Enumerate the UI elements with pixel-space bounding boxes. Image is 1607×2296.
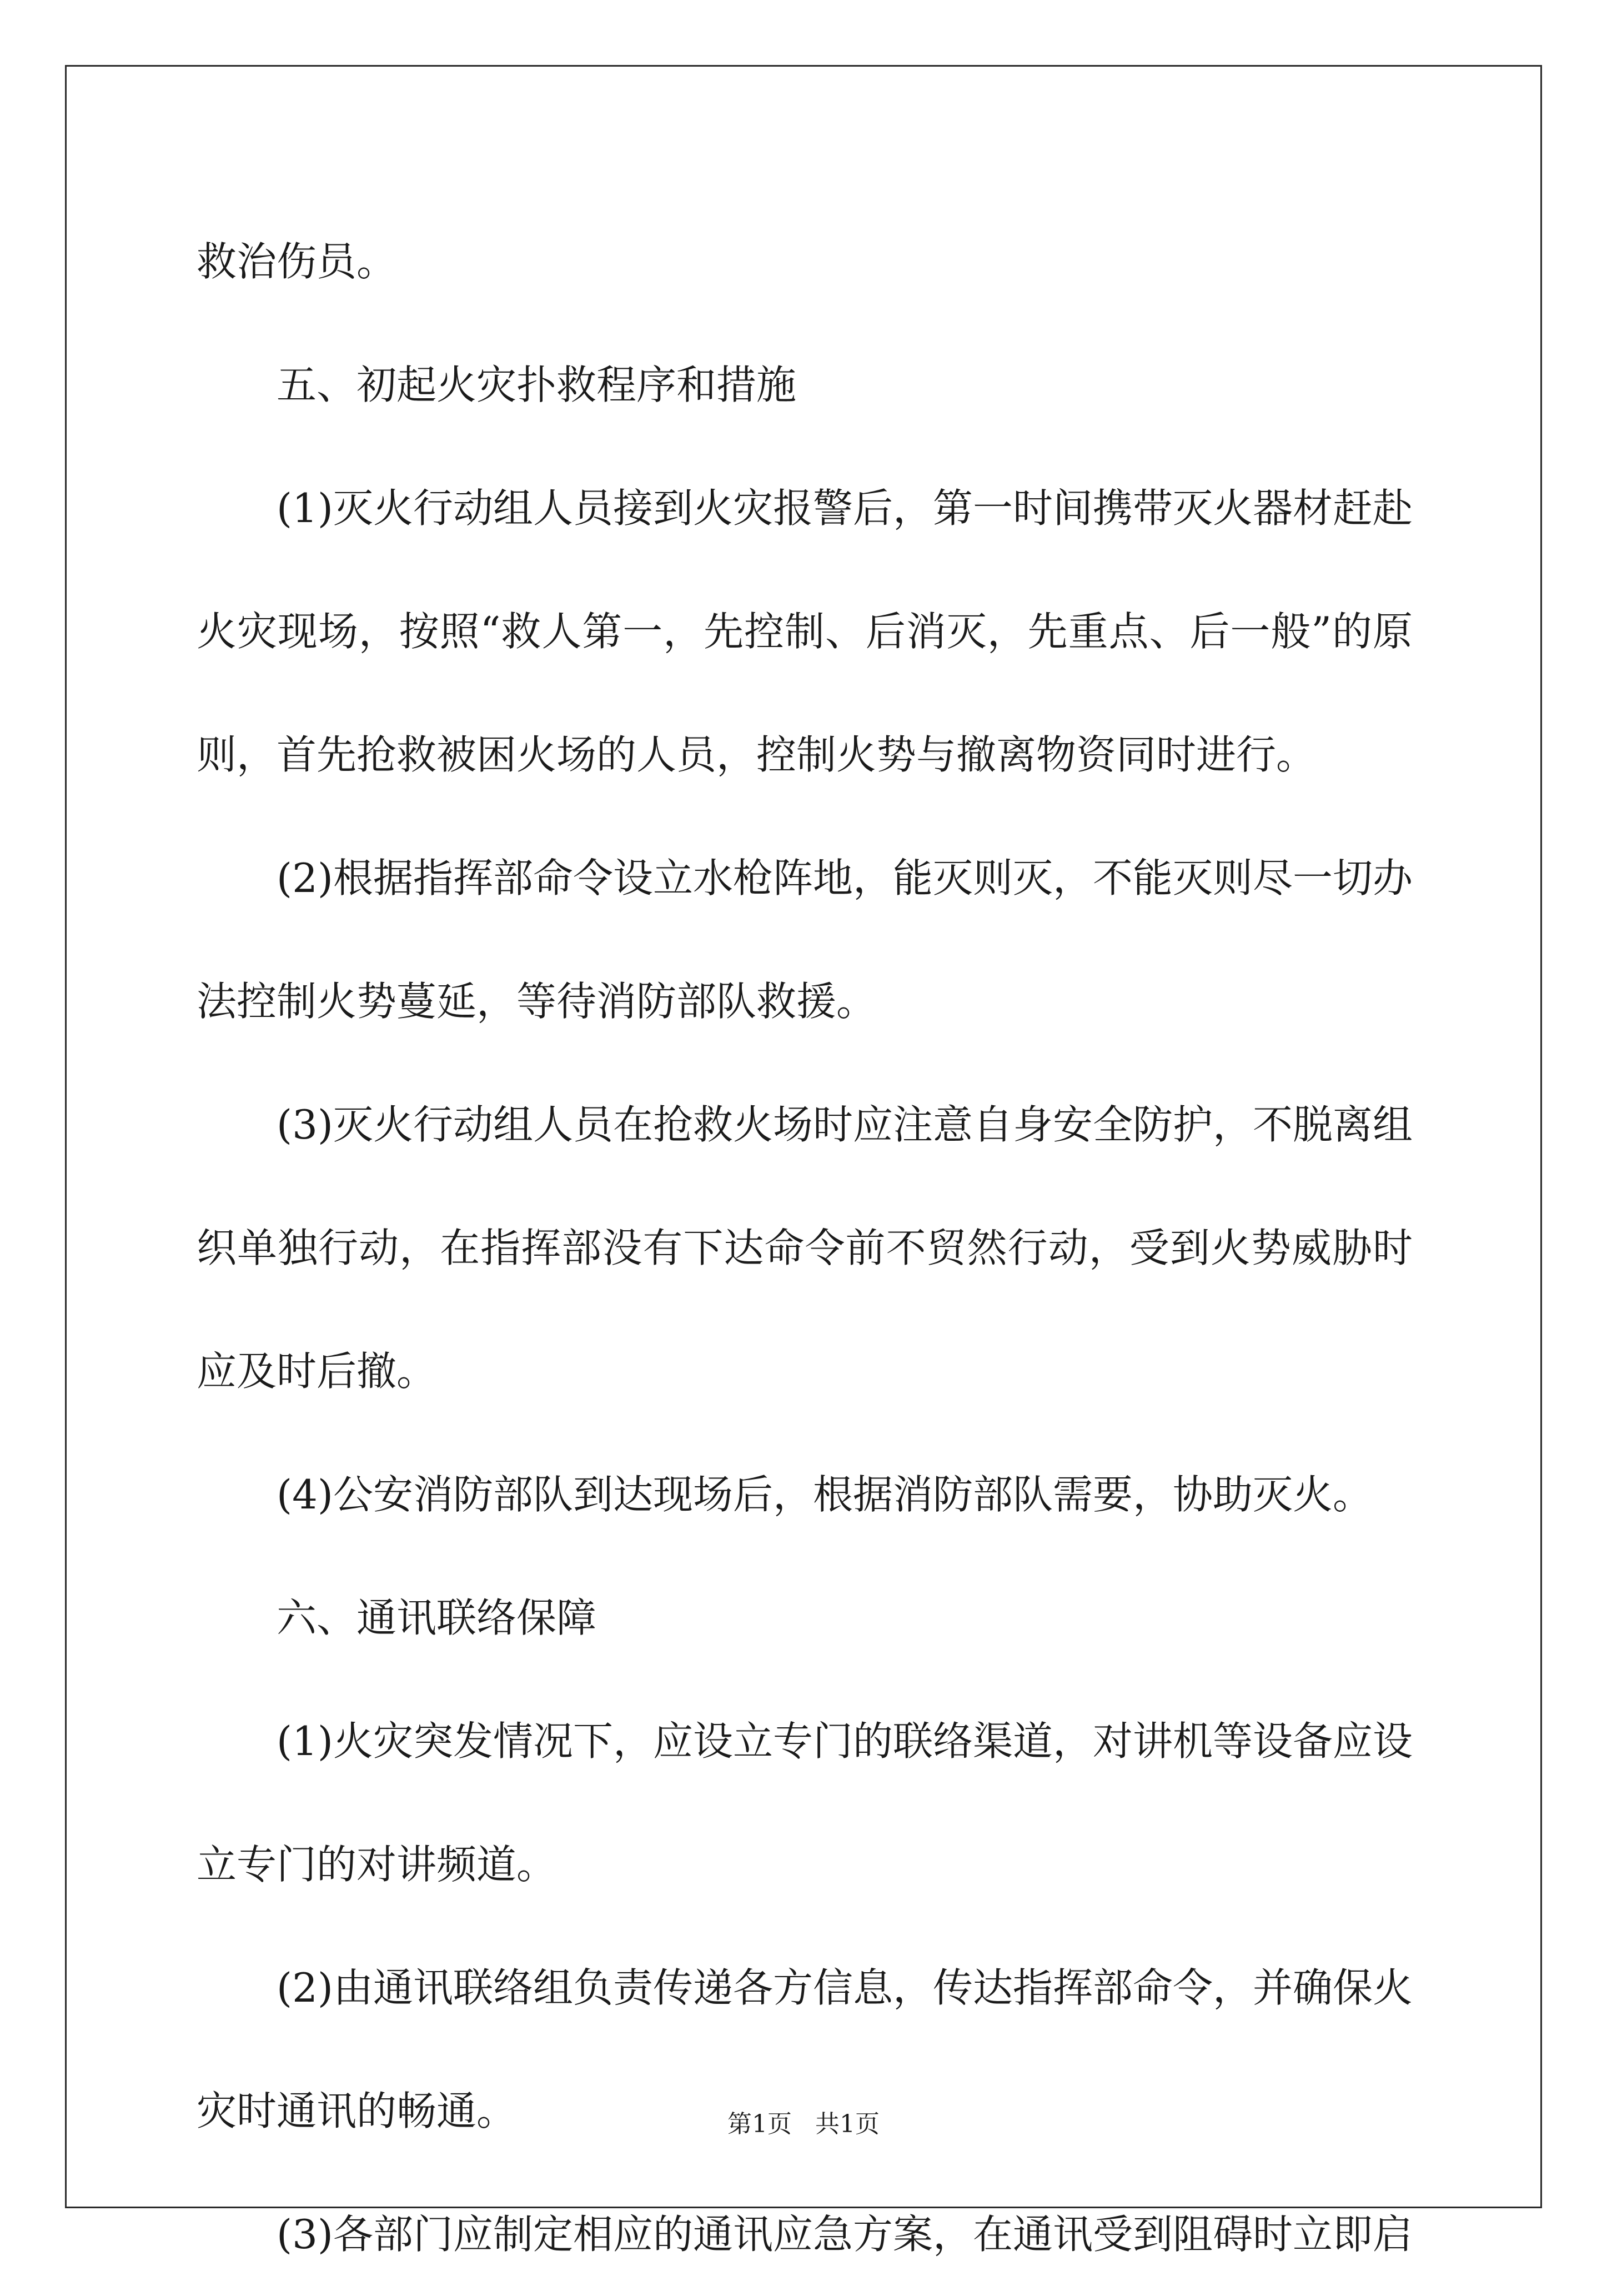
paragraph-6: (4)公安消防部队到达现场后，根据消防部队需要，协助灭火。 [277,1471,1373,1518]
paragraph-4: (2)根据指挥部命令设立水枪阵地，能灭则灭，不能灭则尽一切办法控制火势蔓延，等待消防部队救援。 [197,855,1413,1025]
paragraph-9: (2)由通讯联络组负责传递各方信息，传达指挥部命令，并确保火灾时通讯的畅通。 [197,1964,1413,2134]
paragraph-3: (1)灭火行动组人员接到火灾报警后，第一时间携带灭火器材赶赴火灾现场，按照“救人第一，先控制、后消灭，先重点、后一般”的原则，首先抢救被困火场的人员，控制火势与撤离物资同时进行。 [197,485,1413,778]
section-heading-5: 五、初起火灾扑救程序和措施 [277,362,797,408]
section-heading-6: 六、通讯联络保障 [277,1595,597,1641]
page-number-footer: 第1页 共1页 [727,2110,880,2138]
paragraph-10: (3)各部门应制定相应的通讯应急方案，在通讯受到阻碍时立即启 [277,2211,1413,2258]
paragraph-1: 救治伤员。 [197,238,397,285]
paragraph-5: (3)灭火行动组人员在抢救火场时应注意自身安全防护，不脱离组织单独行动，在指挥部没有下达命令前不贸然行动，受到火势威胁时应及时后撤。 [197,1101,1413,1395]
document-body [197,200,1413,2296]
paragraph-8: (1)火灾突发情况下，应设立专门的联络渠道，对讲机等设备应设立专门的对讲频道。 [197,1718,1413,1888]
